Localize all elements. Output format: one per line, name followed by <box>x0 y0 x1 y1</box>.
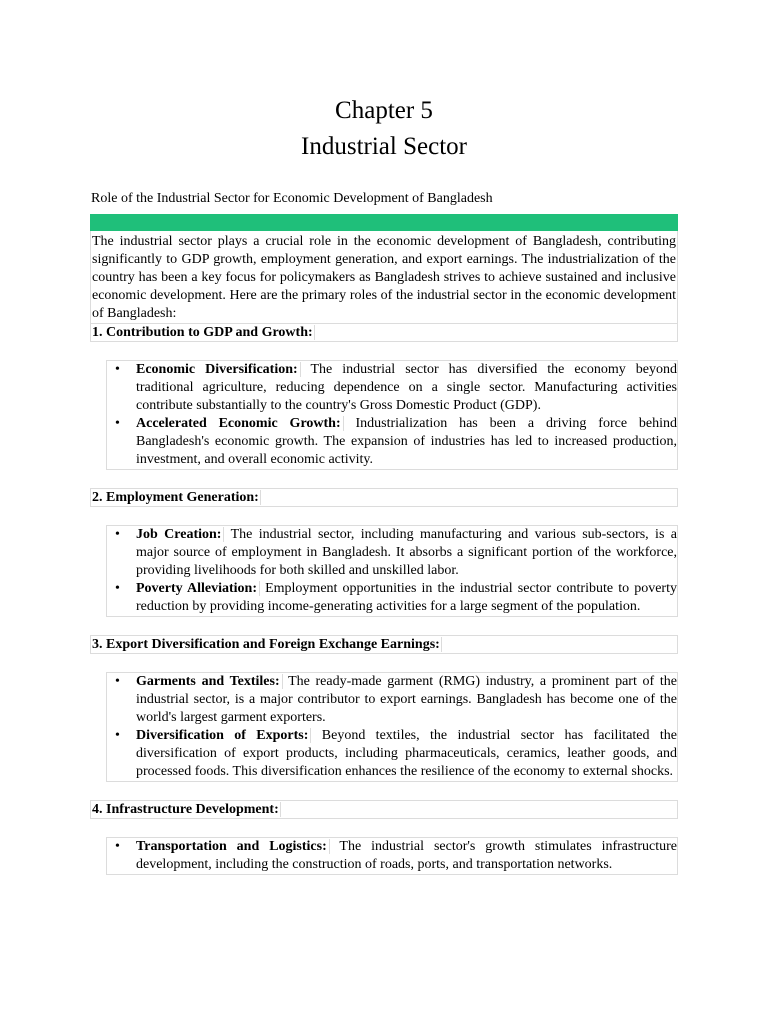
list-item-text: The industrial sector, including manufacturing and various sub-sectors, is a major source of employment in Bangladesh. It absorbs a significant portion of the workforce, providing livelihoods for both skilled and unskilled labor. <box>136 527 677 578</box>
section-heading-2: 2. Employment Generation: <box>90 488 678 507</box>
accent-bar <box>90 214 678 231</box>
section-subtitle: Role of the Industrial Sector for Economic Development of Bangladesh <box>91 191 493 206</box>
list-item: • Transportation and Logistics: The industrial sector's growth stimulates infrastructure development, including the construction of roads, ports, and transportation networks. <box>115 839 677 872</box>
section-heading-3: 3. Export Diversification and Foreign Exchange Earnings: <box>90 635 678 654</box>
list-item-term: Job Creation: <box>136 527 224 542</box>
list-item-term: Diversification of Exports: <box>136 728 311 743</box>
list-item: • Poverty Alleviation: Employment opportunities in the industrial sector contribute to poverty reduction by providing income-generating activities for a large segment of the population. <box>115 581 677 614</box>
list-item-text: The industrial sector has diversified the economy beyond traditional agriculture, reducing dependence on a single sector. Manufacturing activities contribute substantially to the country's Gross Domestic Product (GDP). <box>136 362 677 413</box>
chapter-title: Industrial Sector <box>301 133 467 160</box>
list-item: • Accelerated Economic Growth: Industrialization has been a driving force behind Bangladesh's economic growth. The expansion of industries has led to increased production, investment, and overall economic activity. <box>115 416 677 467</box>
list-item-text: The industrial sector's growth stimulates infrastructure development, including the construction of roads, ports, and transportation networks. <box>136 839 677 872</box>
list-item-text: Industrialization has been a driving force behind Bangladesh's economic growth. The expansion of industries has led to increased production, investment, and overall economic activity. <box>136 416 677 467</box>
list-item: • Economic Diversification: The industrial sector has diversified the economy beyond traditional agriculture, reducing dependence on a single sector. Manufacturing activities contribute substantially to the country's Gross Domestic Product (GDP). <box>115 362 677 413</box>
list-item-term: Garments and Textiles: <box>136 674 283 689</box>
list-item: • Garments and Textiles: The ready-made garment (RMG) industry, a prominent part of the industrial sector, is a major contributor to export earnings. Bangladesh has become one of the world's largest garment exporters. <box>115 674 677 725</box>
list-item-text: Employment opportunities in the industrial sector contribute to poverty reduction by providing income-generating activities for a large segment of the population. <box>136 581 677 614</box>
section-4-list <box>106 837 678 875</box>
list-item-term: Poverty Alleviation: <box>136 581 260 596</box>
chapter-heading <box>0 93 768 165</box>
document-body <box>90 231 678 875</box>
list-item-text: Beyond textiles, the industrial sector has facilitated the diversification of export products, including pharmaceuticals, ceramics, leather goods, and processed foods. This diversification enhances the resilience of the economy to external shocks. <box>136 728 677 779</box>
section-2-list <box>106 525 678 617</box>
list-item: • Job Creation: The industrial sector, including manufacturing and various sub-sectors, is a major source of employment in Bangladesh. It absorbs a significant portion of the workforce, providing livelihoods for both skilled and unskilled labor. <box>115 527 677 578</box>
section-heading-4: 4. Infrastructure Development: <box>90 800 678 819</box>
section-heading-1: 1. Contribution to GDP and Growth: <box>90 323 678 342</box>
list-item-term: Accelerated Economic Growth: <box>136 416 344 431</box>
list-item: • Diversification of Exports: Beyond textiles, the industrial sector has facilitated the diversification of export products, including pharmaceuticals, ceramics, leather goods, and processed foods. This diversification enhances the resilience of the economy to external shocks. <box>115 728 677 779</box>
list-item-text: The ready-made garment (RMG) industry, a prominent part of the industrial sector, is a major contributor to export earnings. Bangladesh has become one of the world's largest garment exporters. <box>136 674 677 725</box>
section-1-list <box>106 360 678 470</box>
list-item-term: Economic Diversification: <box>136 362 301 377</box>
chapter-number: Chapter 5 <box>335 97 433 124</box>
list-item-term: Transportation and Logistics: <box>136 839 330 854</box>
section-3-list <box>106 672 678 782</box>
intro-paragraph: The industrial sector plays a crucial role in the economic development of Bangladesh, contributing significantly to GDP growth, employment generation, and export earnings. The industrialization of the country has been a key focus for policymakers as Bangladesh strives to achieve sustained and inclusive economic development. Here are the primary roles of the industrial sector in the economic development of Bangladesh: <box>90 231 678 323</box>
